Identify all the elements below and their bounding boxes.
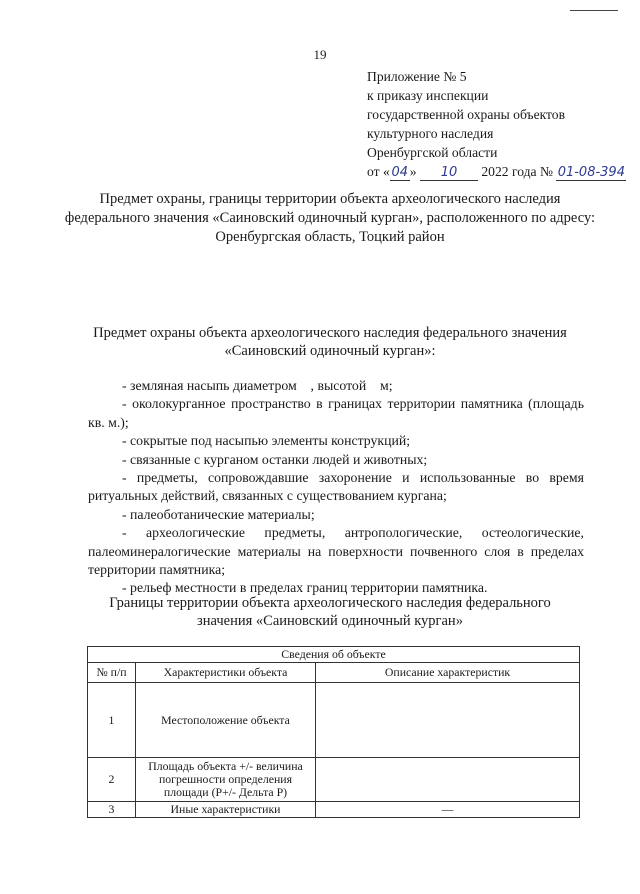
order-date-line: [367, 162, 626, 181]
document-title: Предмет охраны, границы территории объекта археологического наследия федерального значения «Саиновский одиночный курган», расположенного по адресу: Оренбургская область, Тоцкий район: [64, 191, 596, 245]
date-mid: »: [409, 164, 417, 179]
page-number: 19: [313, 47, 327, 62]
handwritten-day: 04: [391, 165, 409, 180]
row-num: 1: [88, 683, 136, 758]
appendix-line: государственной охраны объектов: [367, 107, 566, 122]
protection-items-list: [88, 377, 636, 598]
row-name: Иные характеристики: [136, 802, 316, 818]
appendix-line: к приказу инспекции: [367, 88, 489, 103]
row-name: Местоположение объекта: [136, 683, 316, 758]
list-item: - околокурганное пространство в границах территории памятника (площадь кв. м.);: [88, 396, 636, 430]
handwritten-order-number: 01-08-394: [557, 165, 625, 180]
boundaries-heading: Границы территории объекта археологического наследия федерального значения «Саиновский одиночный курган»: [109, 595, 551, 629]
appendix-line: Оренбургской области: [367, 145, 498, 160]
appendix-line: Приложение № 5: [367, 69, 467, 84]
object-info-table: [87, 646, 580, 818]
appendix-line: культурного наследия: [367, 126, 494, 141]
handwritten-month: 10: [420, 166, 478, 181]
header-characteristic: Характеристики объекта: [136, 663, 316, 683]
row-num: 3: [88, 802, 136, 818]
row-desc: [316, 683, 580, 758]
table-row: [88, 802, 580, 818]
table-row: [88, 683, 580, 758]
list-item: - палеоботанические материалы;: [122, 506, 315, 522]
row-desc: —: [316, 802, 580, 818]
header-num: № п/п: [88, 663, 136, 683]
row-desc: [316, 758, 580, 802]
header-description: Описание характеристик: [316, 663, 580, 683]
year-text: 2022 года №: [481, 164, 553, 179]
protection-heading: Предмет охраны объекта археологического наследия федерального значения «Саиновский одиночный курган»:: [93, 325, 567, 359]
list-item: - земляная насыпь диаметром , высотой м;: [122, 378, 393, 393]
list-item: - предметы, сопровождавшие захоронение и использованные во время ритуальных действий, связанных с существованием кургана;: [88, 470, 584, 504]
row-name: Площадь объекта +/- величина погрешности определения площади (Р+/- Дельта Р): [136, 758, 316, 802]
date-prefix: от «: [367, 164, 390, 179]
list-item: - связанные с курганом останки людей и животных;: [122, 451, 428, 467]
appendix-block: [367, 67, 626, 181]
table-caption: Сведения об объекте: [88, 647, 580, 663]
header-rule: [570, 10, 618, 11]
table-row: [88, 758, 580, 802]
row-num: 2: [88, 758, 136, 802]
list-item: - рельеф местности в пределах границ территории памятника.: [122, 580, 488, 596]
list-item: - археологические предметы, антропологические, остеологические, палеоминералогические материалы на поверхности почвенного слоя в пределах территории памятника;: [88, 525, 584, 578]
list-item: - сокрытые под насыпью элементы конструкций;: [122, 433, 411, 449]
